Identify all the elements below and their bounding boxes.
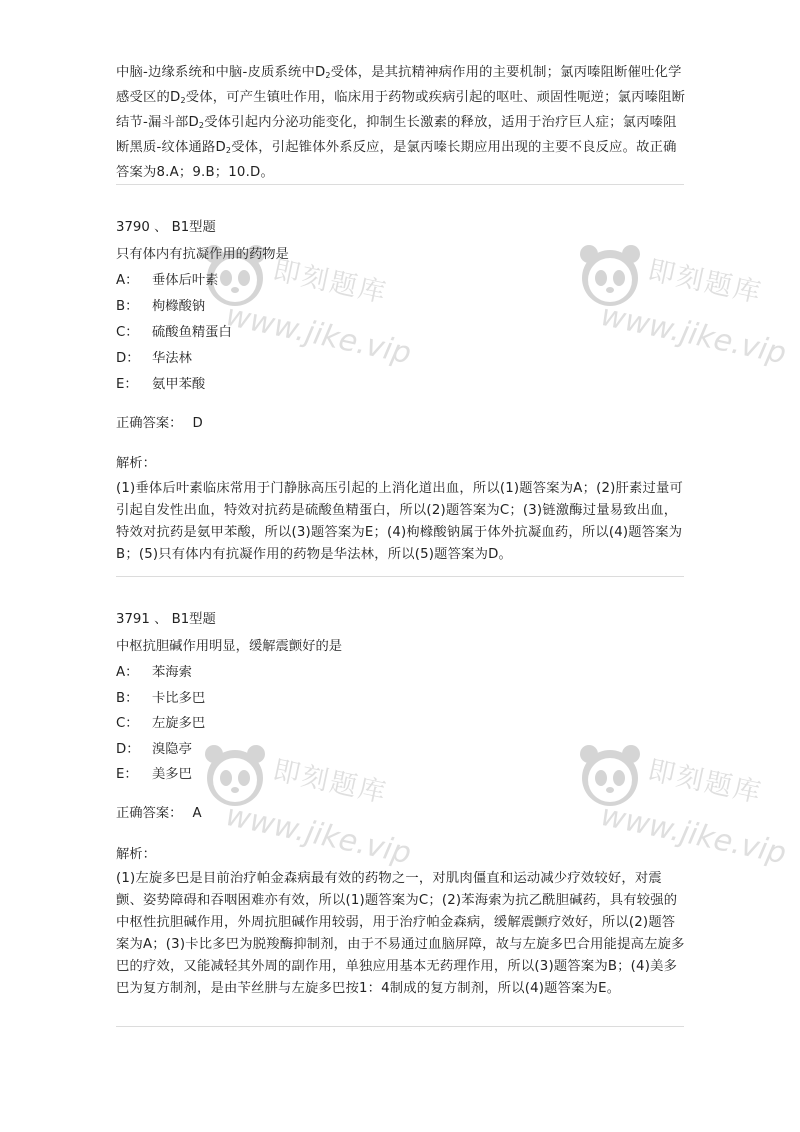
answer-value: A bbox=[192, 806, 202, 821]
analysis-label: 解析： bbox=[116, 456, 156, 471]
analysis-text: (1)左旋多巴是目前治疗帕金森病最有效的药物之一，对肌肉僵直和运动减少疗效较好，对震颤、姿势障碍和吞咽困难亦有效，所以(1)题答案为C；(2)苯海索为抗乙酰胆碱药，具有较强的中枢性抗胆碱作用，外周抗胆碱作用较弱，用于治疗帕金森病，缓解震颤疗效好，所以(2)题答案为A；(3)卡比多巴为脱羧酶抑制剂，由于不易通过血脑屏障，故与左旋多巴合用能提高左旋多巴的疗效，又能减轻其外周的副作用，单独应用基本无药理作用，所以(3)题答案为B；(4)美多巴为复方制剂，是由苄丝肼与左旋多巴按1：4制成的复方制剂，所以(4)题答案为E。 bbox=[116, 871, 685, 996]
option-d: D： 溴隐亭 bbox=[116, 742, 192, 757]
option-b: B： 枸橼酸钠 bbox=[116, 299, 206, 314]
analysis-label: 解析： bbox=[116, 847, 156, 862]
previous-explanation: 中脑-边缘系统和中脑-皮质系统中$D_2$受体，是其抗精神病作用的主要机制；氯丙嗪阻断催吐化学感受区的$D_2$受体，可产生镇吐作用，临床用于药物或疾病引起的呕吐、顽固性呃逆；氯丙嗪阻断结节-漏斗部$D_2$受体引起内分泌功能变化，抑制生长激素的释放，适用于治疗巨人症；氯丙嗪阻断黑质-纹体通路$D_2$受体，引起锥体外系反应，是氯丙嗪长期应用出现的主要不良反应。故正确答案为8.A；9.B；10.D。 bbox=[116, 65, 686, 180]
divider bbox=[116, 184, 684, 185]
question-header: 3791 、 B1型题 bbox=[116, 612, 216, 627]
panda-logo-icon bbox=[575, 740, 645, 810]
correct-answer: 正确答案： D bbox=[116, 416, 203, 431]
divider bbox=[116, 576, 684, 577]
correct-answer: 正确答案： A bbox=[116, 806, 202, 821]
document-page: 中脑-边缘系统和中脑-皮质系统中$D_2$受体，是其抗精神病作用的主要机制；氯丙嗪阻断催吐化学感受区的$D_2$受体，可产生镇吐作用，临床用于药物或疾病引起的呕吐、顽固性呃逆；氯丙嗪阻断结节-漏斗部$D_2$受体引起内分泌功能变化，抑制生长激素的释放，适用于治疗巨人症；氯丙嗪阻断黑质-纹体通路$D_2$受体，引起锥体外系反应，是氯丙嗪长期应用出现的主要不良反应。故正确答案为8.A；9.B；10.D。 3790 、 B1型题 只有体内有抗凝作用的药物是 A： 垂体后叶素 B： 枸橼酸钠 C： 硫酸鱼精蛋白 D： 华法林 E： 氨甲苯酸 正确答案： D 解析： (1)垂体后叶素临床常用于门静脉高压引起的上消化道出血，所以(1)题答案为A；(2)肝素过量可引起自发性出血，特效对抗药是硫酸鱼精蛋白，所以(2)题答案为C；(3)链激酶过量易致出血，特效对抗药是氨甲苯酸，所以(3)题答案为E；(4)枸橼酸钠属于体外抗凝血药，所以(4)题答案为B；(5)只有体内有抗凝作用的药物是华法林，所以(5)题答案为D。 3791 、 B1型题 中枢抗胆碱作用明显，缓解震颤好的是 A： 苯海索 B： 卡比多巴 C： 左旋多巴 D： 溴隐亭 E： 美多巴 正确答案： A 解析： (1)左旋多巴是目前治疗帕金森病最有效的药物之一，对肌肉僵直和运动减少疗效较好，对震颤、姿势障碍和吞咽困难亦有效，所以(1)题答案为C；(2)苯海索为抗乙酰胆碱药，具有较强的中枢性抗胆碱作用，外周抗胆碱作用较弱，用于治疗帕金森病，缓解震颤疗效好，所以(2)题答案为A；(3)卡比多巴为脱羧酶抑制剂，由于不易通过血脑屏障，故与左旋多巴合用能提高左旋多巴的疗效，又能减轻其外周的副作用，单独应用基本无药理作用，所以(3)题答案为B；(4)美多巴为复方制剂，是由苄丝肼与左旋多巴按1：4制成的复方制剂，所以(4)题答案为E。 即刻题库 www.jike.vip 即刻题库 www.jike.vip 即刻题库 www.jike.vip 即刻题库 www.jike.vip bbox=[0, 0, 800, 1132]
option-c: C： 硫酸鱼精蛋白 bbox=[116, 325, 232, 340]
option-e: E： 氨甲苯酸 bbox=[116, 377, 206, 392]
option-d: D： 华法林 bbox=[116, 351, 192, 366]
option-c: C： 左旋多巴 bbox=[116, 716, 206, 731]
option-e: E： 美多巴 bbox=[116, 767, 192, 782]
divider bbox=[116, 1026, 684, 1027]
answer-value: D bbox=[192, 416, 203, 431]
option-a: A： 苯海索 bbox=[116, 665, 192, 680]
panda-logo-icon bbox=[575, 240, 645, 310]
analysis-text: (1)垂体后叶素临床常用于门静脉高压引起的上消化道出血，所以(1)题答案为A；(2)肝素过量可引起自发性出血，特效对抗药是硫酸鱼精蛋白，所以(2)题答案为C；(3)链激酶过量易致出血，特效对抗药是氨甲苯酸，所以(3)题答案为E；(4)枸橼酸钠属于体外抗凝血药，所以(4)题答案为B；(5)只有体内有抗凝作用的药物是华法林，所以(5)题答案为D。 bbox=[116, 481, 683, 562]
panda-logo-icon bbox=[200, 740, 270, 810]
question-stem: 只有体内有抗凝作用的药物是 bbox=[116, 247, 289, 262]
option-b: B： 卡比多巴 bbox=[116, 691, 206, 706]
question-header: 3790 、 B1型题 bbox=[116, 220, 216, 235]
question-stem: 中枢抗胆碱作用明显，缓解震颤好的是 bbox=[116, 639, 343, 654]
option-a: A： 垂体后叶素 bbox=[116, 273, 219, 288]
